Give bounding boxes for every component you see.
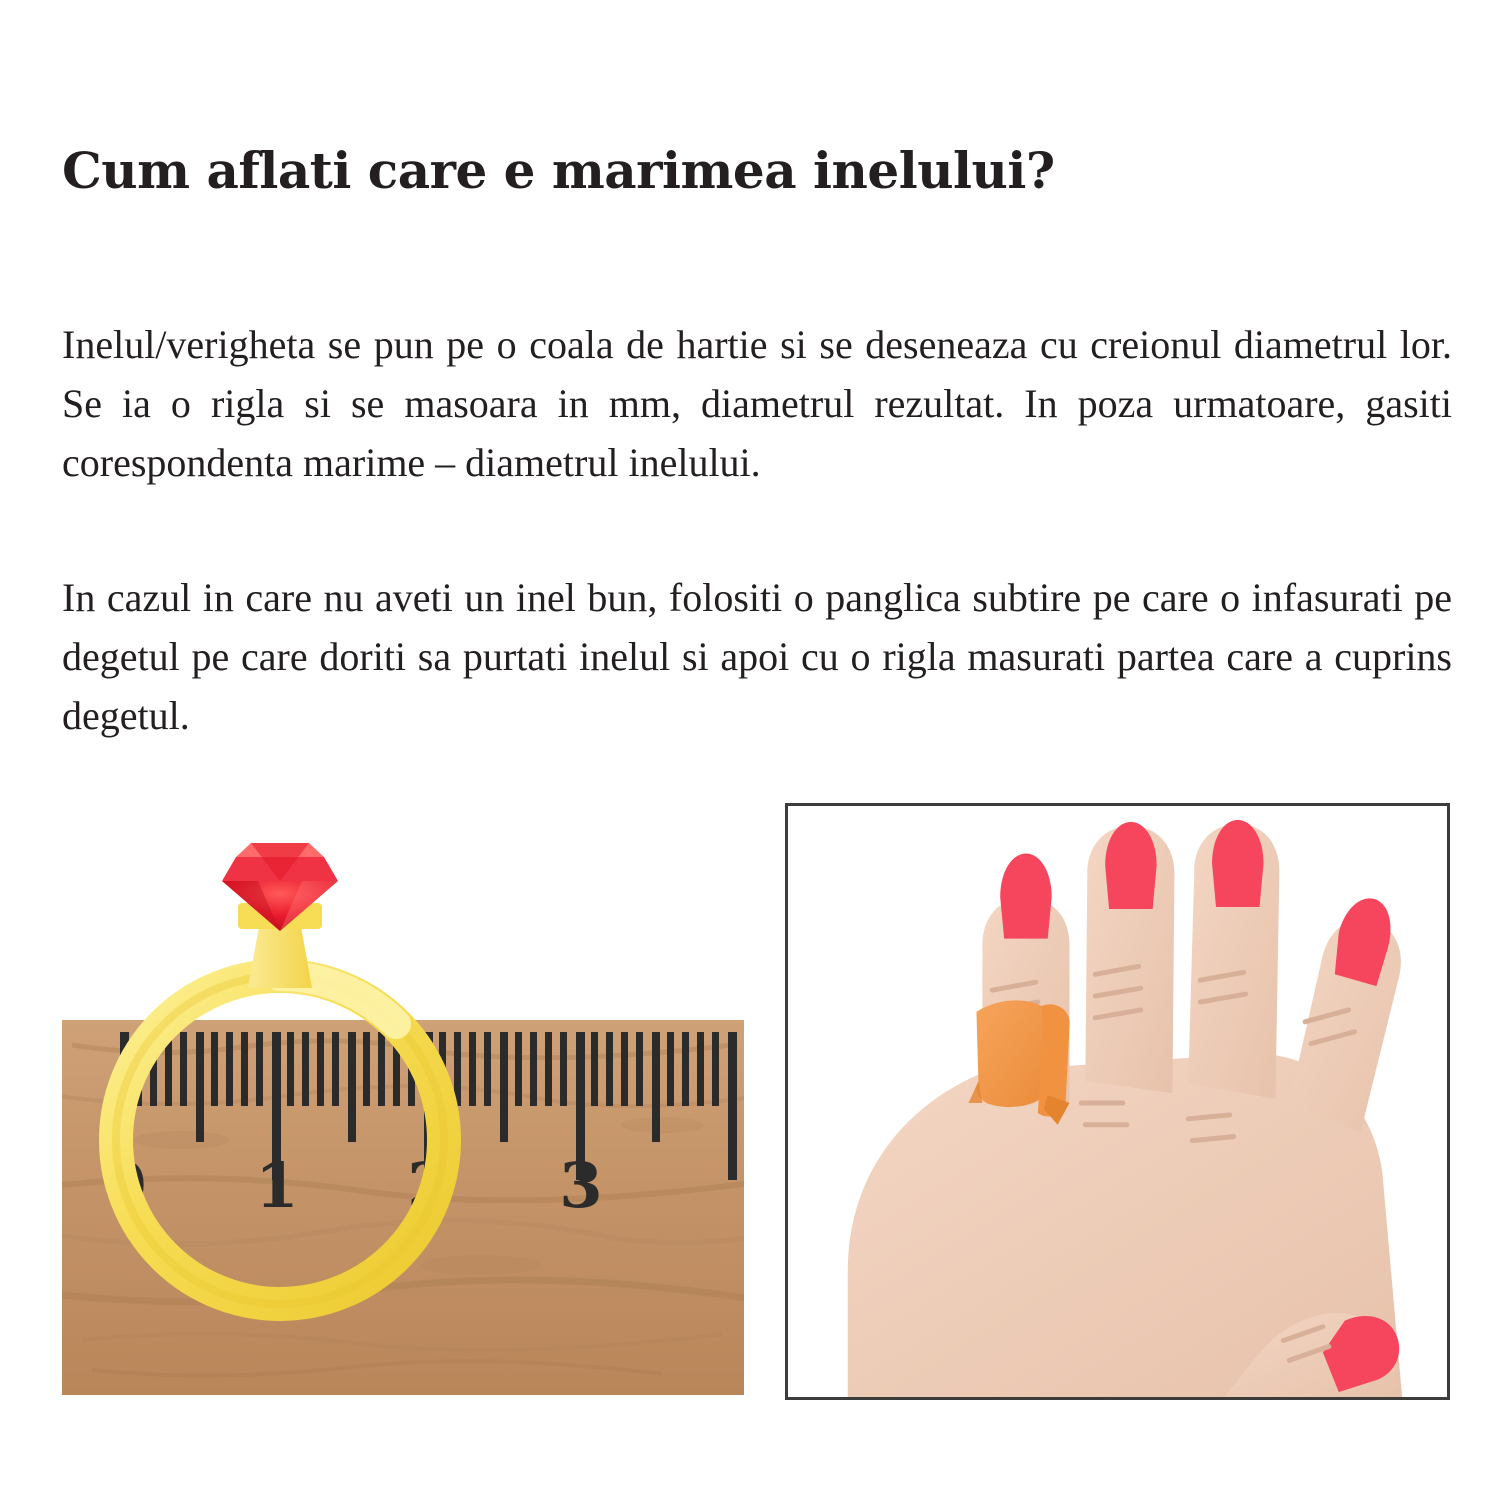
ring-on-ruler-illustration [62,795,744,1395]
ruler-label-0: 0 [103,1149,147,1222]
paragraph-1: Inelul/verigheta se pun pe o coala de hartie si se deseneaza cu creionul diametrul lor. Se ia o rigla si se masoara in mm, diametrul rezultat. In poza urmatoare, gasiti corespondenta marime – diametrul inelului. [62,322,1452,486]
paragraph-2: In cazul in care nu aveti un inel bun, folositi o panglica subtire pe care o infasurati pe degetul pe care doriti sa purtati inelul si apoi cu o rigla masurati partea care a cuprins degetul. [62,575,1452,739]
nail-ring [1212,820,1263,907]
ruler-label-1: 1 [255,1149,299,1222]
ruler-label-2: 2 [407,1149,451,1222]
nail-middle [1105,822,1156,909]
page-title: Cum aflati care e marimea inelului? [62,140,1055,200]
hand-with-ribbon-illustration [785,803,1450,1400]
nail-index [1000,854,1051,939]
wooden-ruler [62,1020,744,1395]
ruler-label-3: 3 [559,1149,603,1222]
